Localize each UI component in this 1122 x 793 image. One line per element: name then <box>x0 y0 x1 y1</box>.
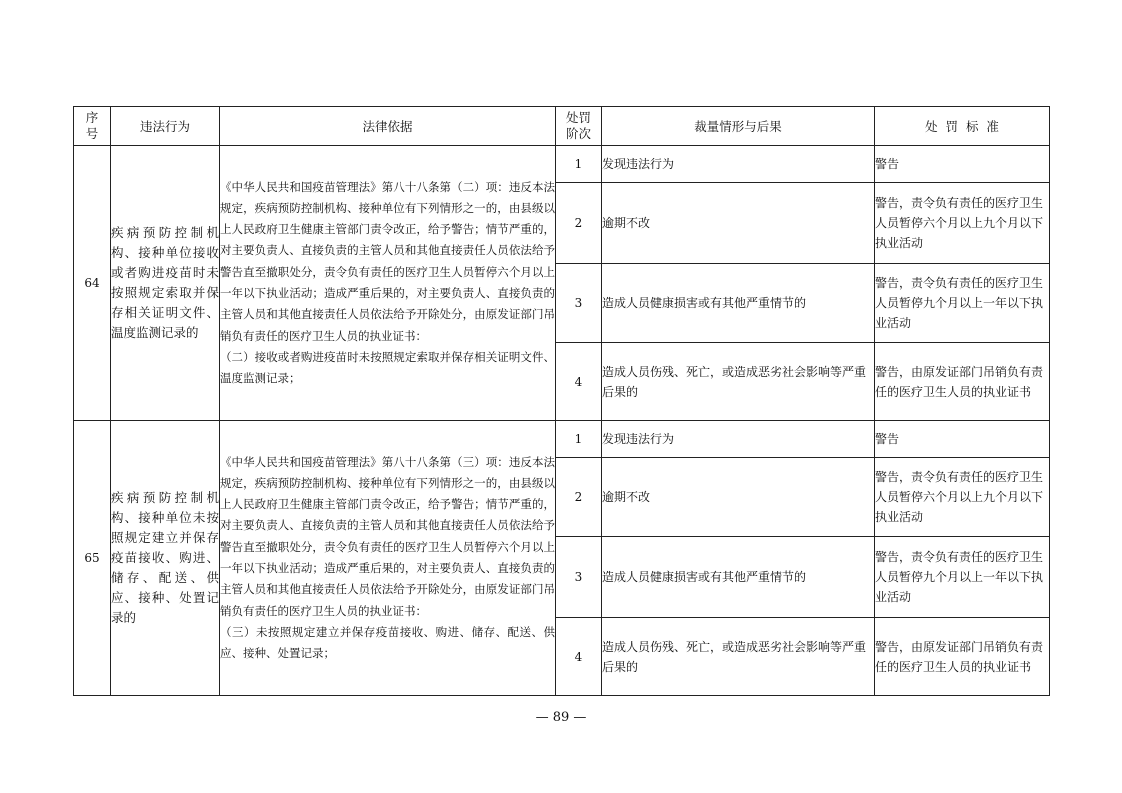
header-level: 处罚阶次 <box>556 107 602 146</box>
entry-seq: 65 <box>74 421 111 696</box>
level-penalty: 警告，责令负有责任的医疗卫生人员暂停六个月以上九个月以下执业活动 <box>875 458 1050 537</box>
penalty-table <box>73 106 1050 696</box>
level-number: 1 <box>556 421 602 458</box>
entry-behavior: 疾病预防控制机构、接种单位接收或者购进疫苗时未按照规定索取并保存相关证明文件、温度监测记录的 <box>111 146 220 421</box>
level-circumstance: 造成人员伤残、死亡，或造成恶劣社会影响等严重后果的 <box>602 618 875 696</box>
table-header-row <box>74 107 1050 146</box>
legal-basis-text: 《中华人民共和国疫苗管理法》第八十八条第（三）项：违反本法规定，疾病预防控制机构、接种单位有下列情形之一的，由县级以上人民政府卫生健康主管部门责令改正，给予警告；情节严重的，对主要负责人、直接负责的主管人员和其他直接责任人员依法给予警告直至撤职处分，责令负有责任的医疗卫生人员暂停六个月以上一年以下执业活动；造成严重后果的，对主要负责人、直接负责的主管人员和其他直接责任人员依法给予开除处分，由原发证部门吊销负有责任的医疗卫生人员的执业证书： <box>220 454 555 618</box>
level-circumstance: 逾期不改 <box>602 458 875 537</box>
entry-legal-basis <box>220 146 556 421</box>
level-number: 2 <box>556 183 602 264</box>
level-circumstance: 造成人员健康损害或有其他严重情节的 <box>602 537 875 618</box>
level-number: 4 <box>556 618 602 696</box>
level-penalty: 警告，责令负有责任的医疗卫生人员暂停九个月以上一年以下执业活动 <box>875 264 1050 343</box>
table-row <box>74 421 1050 458</box>
level-penalty: 警告，由原发证部门吊销负有责任的医疗卫生人员的执业证书 <box>875 618 1050 696</box>
level-penalty: 警告，责令负有责任的医疗卫生人员暂停六个月以上九个月以下执业活动 <box>875 183 1050 264</box>
header-penalty: 处 罚 标 准 <box>875 107 1050 146</box>
level-circumstance: 造成人员伤残、死亡，或造成恶劣社会影响等严重后果的 <box>602 343 875 421</box>
level-circumstance: 逾期不改 <box>602 183 875 264</box>
entry-behavior: 疾病预防控制机构、接种单位未按照规定建立并保存疫苗接收、购进、储存、配送、供应、接种、处置记录的 <box>111 421 220 696</box>
header-circumstance: 裁量情形与后果 <box>602 107 875 146</box>
entry-seq: 64 <box>74 146 111 421</box>
level-circumstance: 造成人员健康损害或有其他严重情节的 <box>602 264 875 343</box>
header-seq: 序号 <box>74 107 111 146</box>
entry-legal-basis <box>220 421 556 696</box>
level-penalty: 警告 <box>875 146 1050 183</box>
level-number: 3 <box>556 264 602 343</box>
page-number: — 89 — <box>535 710 587 725</box>
level-penalty: 警告 <box>875 421 1050 458</box>
header-legal-basis: 法律依据 <box>220 107 556 146</box>
legal-basis-clause: （二）接收或者购进疫苗时未按照规定索取并保存相关证明文件、温度监测记录； <box>220 349 555 386</box>
header-behavior: 违法行为 <box>111 107 220 146</box>
level-penalty: 警告，由原发证部门吊销负有责任的医疗卫生人员的执业证书 <box>875 343 1050 421</box>
table-row <box>74 146 1050 183</box>
legal-basis-text: 《中华人民共和国疫苗管理法》第八十八条第（二）项：违反本法规定，疾病预防控制机构、接种单位有下列情形之一的，由县级以上人民政府卫生健康主管部门责令改正，给予警告；情节严重的，对主要负责人、直接负责的主管人员和其他直接责任人员依法给予警告直至撤职处分，责令负有责任的医疗卫生人员暂停六个月以上一年以下执业活动；造成严重后果的，对主要负责人、直接负责的主管人员和其他直接责任人员依法给予开除处分，由原发证部门吊销负有责任的医疗卫生人员的执业证书： <box>220 179 555 343</box>
level-penalty: 警告，责令负有责任的医疗卫生人员暂停九个月以上一年以下执业活动 <box>875 537 1050 618</box>
level-number: 3 <box>556 537 602 618</box>
level-circumstance: 发现违法行为 <box>602 421 875 458</box>
legal-basis-clause: （三）未按照规定建立并保存疫苗接收、购进、储存、配送、供应、接种、处置记录； <box>220 624 555 661</box>
level-number: 4 <box>556 343 602 421</box>
level-number: 1 <box>556 146 602 183</box>
level-number: 2 <box>556 458 602 537</box>
level-circumstance: 发现违法行为 <box>602 146 875 183</box>
